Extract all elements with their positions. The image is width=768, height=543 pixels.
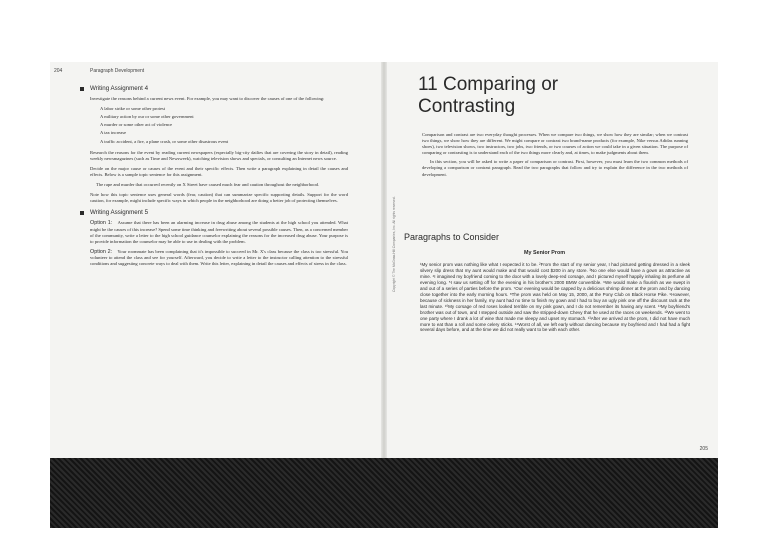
option2-paragraph xyxy=(90,249,348,267)
section-heading: Paragraphs to Consider xyxy=(404,232,500,242)
right-page-number: 205 xyxy=(699,446,708,452)
left-body xyxy=(90,84,348,271)
list-item: A tax increase xyxy=(100,130,127,136)
essay-title: My Senior Prom xyxy=(524,250,566,256)
scan-dark-edge xyxy=(50,458,718,528)
copyright-credit: Copyright © The McGraw-Hill Companies, Inc. All rights reserved. xyxy=(392,196,396,292)
assignment4-heading xyxy=(80,86,348,92)
chapter-title-line2: Contrasting xyxy=(418,96,516,117)
essay-body: ¹My senior prom was nothing like what I expected it to be. ²From the start of my senior year, I had pictured getting dressed in a sleek silvery slip dress that my aunt would make and that would cost $200 in any store. ³No one else would have a gown as attractive as mine. ⁴I imagined my boyfriend coming to the door with a lovely deep-red corsage, and I pictured myself happily inhaling its perfume all evening long. ⁵I saw us setting off for the evening in his brother's 2000 BMW convertible. ⁶We would make a flourish as we swept in and out of a series of parties before the prom. ⁷Our evening would be capped by a delicious shrimp dinner at the prom and by dancing close together into the early morning hours. ⁸The prom was held on May 15, 2000, at the Pony Club on Black Horse Pike. ⁹However, because of sickness in her family, my aunt had no time to finish my gown and I had to buy an ugly pink one off the discount rack at the last minute. ¹⁰My corsage of red roses looked terrible on my pink gown, and I do not remember its having any scent. ¹¹My boyfriend's brother was out of town, and I stepped outside and saw the stripped-down Chevy that he used at the races on weekends. ¹²We went to one party where I drank a lot of wine that made me sleepy and upset my stomach. ¹³After we arrived at the prom, I did not have much more to eat than a roll and some celery sticks. ¹⁴Worst of all, we left early without dancing because my boyfriend and I had had a fight several days before, and at the time we did not really want to be with each other. xyxy=(420,262,690,333)
option2-text: Your roommate has been complaining that it's impossible to succeed in Mr. X's class because the class is too stressful. You volunteer to attend the class and see for yourself. Afterward, you decide to write a letter to the instructor calling attention to the stressful conditions and suggesting concrete ways to deal with them. Write this letter, explaining in detail the causes and effects of stress in the class. xyxy=(90,248,348,266)
chapter-title xyxy=(418,74,558,118)
list-item: A labor strike or some other protest xyxy=(100,106,166,112)
list-item: A military action by our or some other government xyxy=(100,114,194,120)
intro-paragraph-2: In this section, you will be asked to write a paper of comparison or contrast. First, however, you must learn the two common methods of developing a comparison or contrast paragraph. Read the two paragraphs that follow and try to explain the difference in the two methods of development. xyxy=(422,159,688,177)
assignment4-para3: Note how this topic sentence uses general words (fear, caution) that can summarize specific supporting details. Support for the word caution, for example, might include specific ways in which people in the neighborhood are doing a better job of protecting themselves. xyxy=(90,192,348,204)
square-bullet-icon xyxy=(80,211,84,215)
intro-paragraph-1: Comparison and contrast are two everyday thought processes. When we compare two things, we show how they are similar; when we contrast two things, we show how they are different. We might compare or contrast two brand-name products (for example, Nike versus Adidas running shoes), two television shows, two instructors, two jobs, two friends, or two courses of action we could take in a given situation. The purpose of comparing or contrasting is to understand each of the two things more clearly and, at times, to make judgments about them. xyxy=(422,132,688,156)
list-item: A traffic accident, a fire, a plane crash, or some other disastrous event xyxy=(100,138,229,144)
running-head: Paragraph Development xyxy=(90,68,145,74)
assignment4-para1: Research the reasons for the event by reading current newspapers (especially big-city dailies that are covering the story in detail), reading weekly newsmagazines (such as Time and Newsweek), watching television shows and specials, or consulting an Internet news source. xyxy=(90,149,348,161)
option1-paragraph xyxy=(90,220,348,244)
square-bullet-icon xyxy=(80,87,84,91)
assignment5-heading xyxy=(80,210,348,216)
left-page xyxy=(50,62,384,460)
sample-topic-sentence: The rape and murder that occurred recently on X Street have caused much fear and caution throughout the neighborhood. xyxy=(96,182,320,188)
right-page xyxy=(384,62,718,460)
left-page-number: 204 xyxy=(54,68,63,74)
assignment4-heading-text: Writing Assignment 4 xyxy=(90,85,149,92)
list-item: A murder or some other act of violence xyxy=(100,122,173,128)
option1-label: Option 1: xyxy=(90,220,113,227)
assignment4-intro: Investigate the reasons behind a current news event. For example, you may want to discover the causes of one of the following: xyxy=(90,96,325,102)
assignment5-heading-text: Writing Assignment 5 xyxy=(90,209,149,217)
assignment4-para2: Decide on the major cause or causes of the event and their specific effects. Then write a paragraph explaining in detail the causes and effects. Below is a sample topic sentence for this assignment. xyxy=(90,165,348,177)
right-intro xyxy=(422,132,688,181)
event-list xyxy=(100,106,348,144)
book-spread xyxy=(50,62,718,460)
option2-label: Option 2: xyxy=(90,248,113,255)
chapter-title-line1: Comparing or xyxy=(443,74,559,95)
option1-text: Assume that there has been an alarming increase in drug abuse among the students at the high school you attended. What might be the causes of this increase? Spend some time thinking and freewriting about several possible causes. Then, as a concerned member of the community, write a letter to the high school guidance counselor explaining the reasons for the increased drug abuse. Your purpose is to provide information the counselor may be able to use in dealing with the problem. xyxy=(90,220,348,244)
chapter-number: 11 xyxy=(418,74,438,95)
